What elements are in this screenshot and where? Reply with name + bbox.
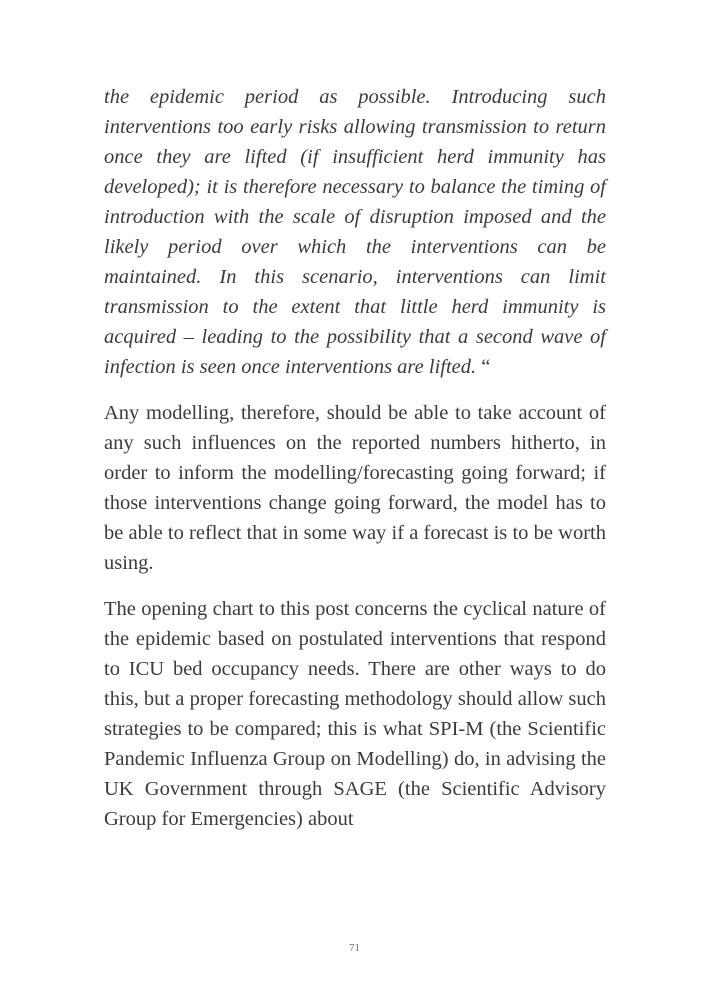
closing-quote-mark: “: [476, 356, 491, 378]
quote-text: the epidemic period as possible. Introducing such interventions too early risks allowing transmission to return once they are lifted (if insufficient herd immunity has developed); it is therefore necessary to balance the timing of introduction with the scale of disruption imposed and the likely period over which the interventions can be maintained. In this scenario, interventions can limit transmission to the extent that little herd immunity is acquired – leading to the possibility that a second wave of infection is seen once interventions are lifted.: [104, 86, 606, 378]
page-number: 71: [349, 942, 360, 954]
body-paragraph-opening-chart: The opening chart to this post concerns the cyclical nature of the epidemic based on postulated interventions that respond to ICU bed occupancy needs. There are other ways to do this, but a proper forecasting methodology should allow such strategies to be compared; this is what SPI-M (the Scientific Pandemic Influenza Group on Modelling) do, in advising the UK Government through SAGE (the Scientific Advisory Group for Emergencies) about: [104, 598, 606, 830]
body-paragraph-modelling: Any modelling, therefore, should be able to take account of any such influences on the reported numbers hitherto, in order to inform the modelling/forecasting going forward; if those interventions change going forward, the model has to be able to reflect that in some way if a forecast is to be worth using.: [104, 402, 606, 574]
document-body: [104, 82, 606, 850]
quoted-paragraph: [104, 82, 606, 382]
